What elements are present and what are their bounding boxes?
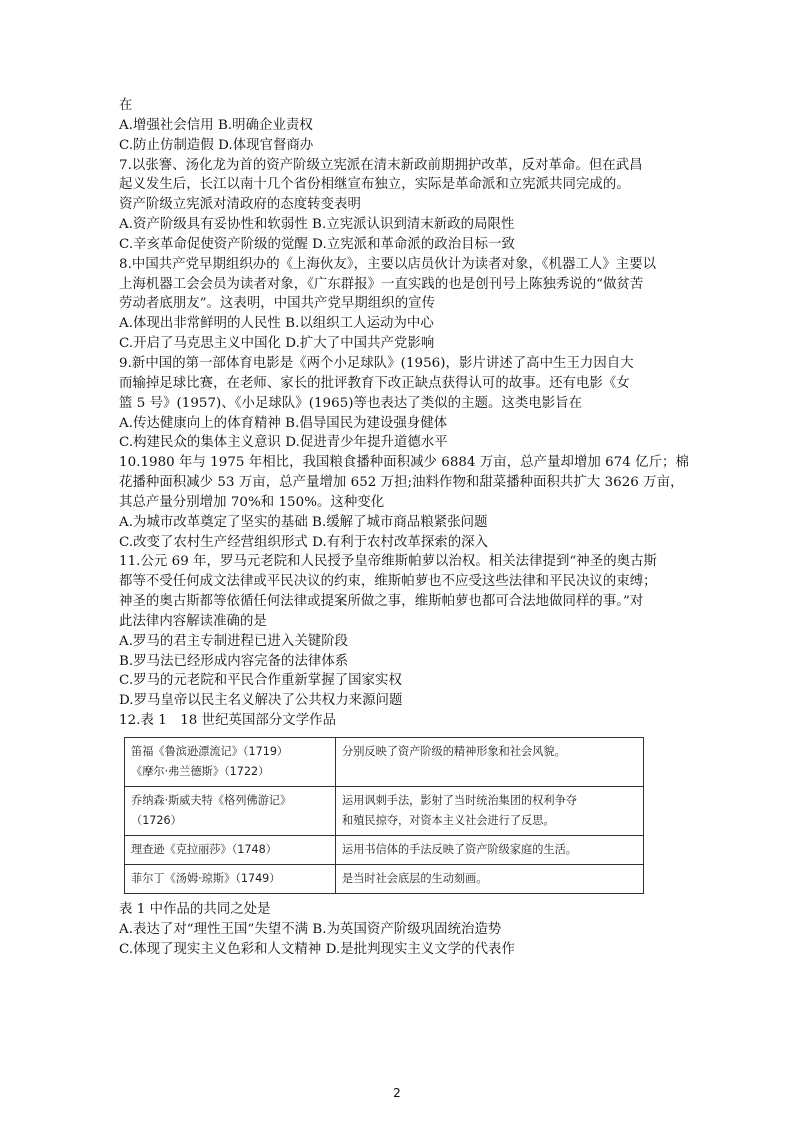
text-line: C.防止仿制造假 D.体现官督商办 (119, 137, 314, 153)
cell-line: （1726） (131, 814, 182, 827)
table-row (125, 865, 644, 894)
text-line: A.资产阶级具有妥协性和软弱性 B.立宪派认识到清末新政的局限性 (119, 217, 515, 233)
text-line: 资产阶级立宪派对清政府的态度转变表明 (119, 197, 361, 213)
text-line: 7.以张謇、汤化龙为首的资产阶级立宪派在清末新政前期拥护改革，反对革命。但在武昌 (119, 157, 643, 173)
cell-line: 是当时社会底层的生动刻画。 (342, 872, 488, 885)
page-number: 2 (393, 1086, 401, 1100)
text-line: C.辛亥革命促使资产阶级的觉醒 D.立宪派和革命派的政治目标一致 (119, 236, 515, 252)
text-line: B.罗马法已经形成内容完备的法律体系 (119, 653, 349, 669)
text-line: C.构建民众的集体主义意识 D.促进青少年提升道德水平 (119, 435, 448, 451)
text-line: C.改变了农村生产经营组织形式 D.有利于农村改革探索的深入 (119, 534, 489, 550)
description-cell (336, 738, 644, 787)
work-cell (125, 836, 336, 865)
work-cell (125, 738, 336, 787)
description-cell (336, 836, 644, 865)
text-line: 劳动者底朋友”。这表明，中国共产党早期组织的宣传 (119, 296, 436, 312)
text-line: 此法律内容解读准确的是 (119, 613, 267, 629)
document-body (119, 96, 689, 960)
cell-line: 笛福《鲁滨逊漂流记》（1719） (131, 745, 289, 758)
work-cell (125, 787, 336, 836)
cell-line: 《摩尔·弗兰德斯》（1722） (131, 765, 270, 778)
text-line: A.为城市改革奠定了坚实的基础 B.缓解了城市商品粮紧张问题 (119, 514, 488, 530)
cell-line: 菲尔丁《汤姆·琼斯》（1749） (131, 872, 281, 885)
text-line: D.罗马皇帝以民主名义解决了公共权力来源问题 (119, 693, 403, 709)
table-row (125, 738, 644, 787)
cell-line: 乔纳森·斯威夫特《格列佛游记》 (131, 794, 292, 807)
text-line: C.开启了马克思主义中国化 D.扩大了中国共产党影响 (119, 336, 435, 352)
work-cell (125, 865, 336, 894)
text-line: 都等不受任何成文法律或平民决议的约束，维斯帕萝也不应受这些法律和平民决议的束缚； (119, 574, 657, 590)
literature-works-table (124, 737, 644, 894)
text-line: 12.表 1 18 世纪英国部分文学作品 (119, 713, 337, 729)
text-line: 起义发生后，长江以南十几个省份相继宣布独立，实际是革命派和立宪派共同完成的。 (119, 177, 630, 193)
text-line: 10.1980 年与 1975 年相比，我国粮食播种面积减少 6884 万亩，总产量却增加 674 亿斤；棉 (119, 455, 689, 471)
text-line: 花播种面积减少 53 万亩，总产量增加 652 万担;油料作物和甜菜播种面积共扩大 3626 万亩， (119, 475, 684, 491)
text-line: 11.公元 69 年，罗马元老院和人民授予皇帝维斯帕萝以治权。相关法律提到“神圣的奥古斯 (119, 554, 657, 570)
cell-line: 理查逊《克拉丽莎》（1748） (131, 843, 277, 856)
text-line: C.罗马的元老院和平民合作重新掌握了国家实权 (119, 673, 402, 689)
question-text-block (119, 96, 689, 731)
question-12-text-block (119, 900, 679, 960)
cell-line: 运用讽刺手法，影射了当时统治集团的权利争夺 (342, 794, 577, 807)
text-line: 表 1 中作品的共同之处是 (119, 902, 271, 917)
text-line: C.体现了现实主义色彩和人文精神 D.是批判现实主义文学的代表作 (119, 941, 515, 957)
text-line: 9.新中国的第一部体育电影是《两个小足球队》(1956)，影片讲述了高中生王力因自大 (119, 355, 634, 371)
text-line: 神圣的奥古斯都等依循任何法律或提案所做之事，维斯帕萝也都可合法地做同样的事。”对 (119, 594, 644, 610)
text-line: 其总产量分别增加 70%和 150%。这种变化 (119, 494, 385, 510)
cell-line: 和殖民掠夺，对资本主义社会进行了反思。 (342, 814, 555, 827)
table-row (125, 787, 644, 836)
text-line: 在 (119, 98, 133, 113)
text-line: 篮 5 号》(1957)、《小足球队》(1965)等也表达了类似的主题。这类电影旨在 (119, 395, 583, 411)
text-line: A.增强社会信用 B.明确企业责权 (119, 117, 313, 133)
text-line: 而输掉足球比赛，在老师、家长的批评教育下改正缺点获得认可的故事。还有电影《女 (119, 375, 630, 391)
text-line: 上海机器工会会员为读者对象，《广东群报》一直实践的也是创刊号上陈独秀说的“做贫苦 (119, 276, 644, 292)
description-cell (336, 865, 644, 894)
table-row (125, 836, 644, 865)
cell-line: 分别反映了资产阶级的精神形象和社会风貌。 (342, 745, 566, 758)
text-line: A.表达了对“理性王国”失望不满 B.为英国资产阶级巩固统治造势 (119, 921, 502, 937)
description-cell (336, 787, 644, 836)
text-line: A.体现出非常鲜明的人民性 B.以组织工人运动为中心 (119, 316, 434, 332)
text-line: 8.中国共产党早期组织办的《上海伙友》，主要以店员伙计为读者对象，《机器工人》主要以 (119, 256, 657, 272)
text-line: A.罗马的君主专制进程已进入关键阶段 (119, 633, 349, 649)
cell-line: 运用书信体的手法反映了资产阶级家庭的生活。 (342, 843, 577, 856)
text-line: A.传达健康向上的体育精神 B.倡导国民为建设强身健体 (119, 415, 448, 431)
